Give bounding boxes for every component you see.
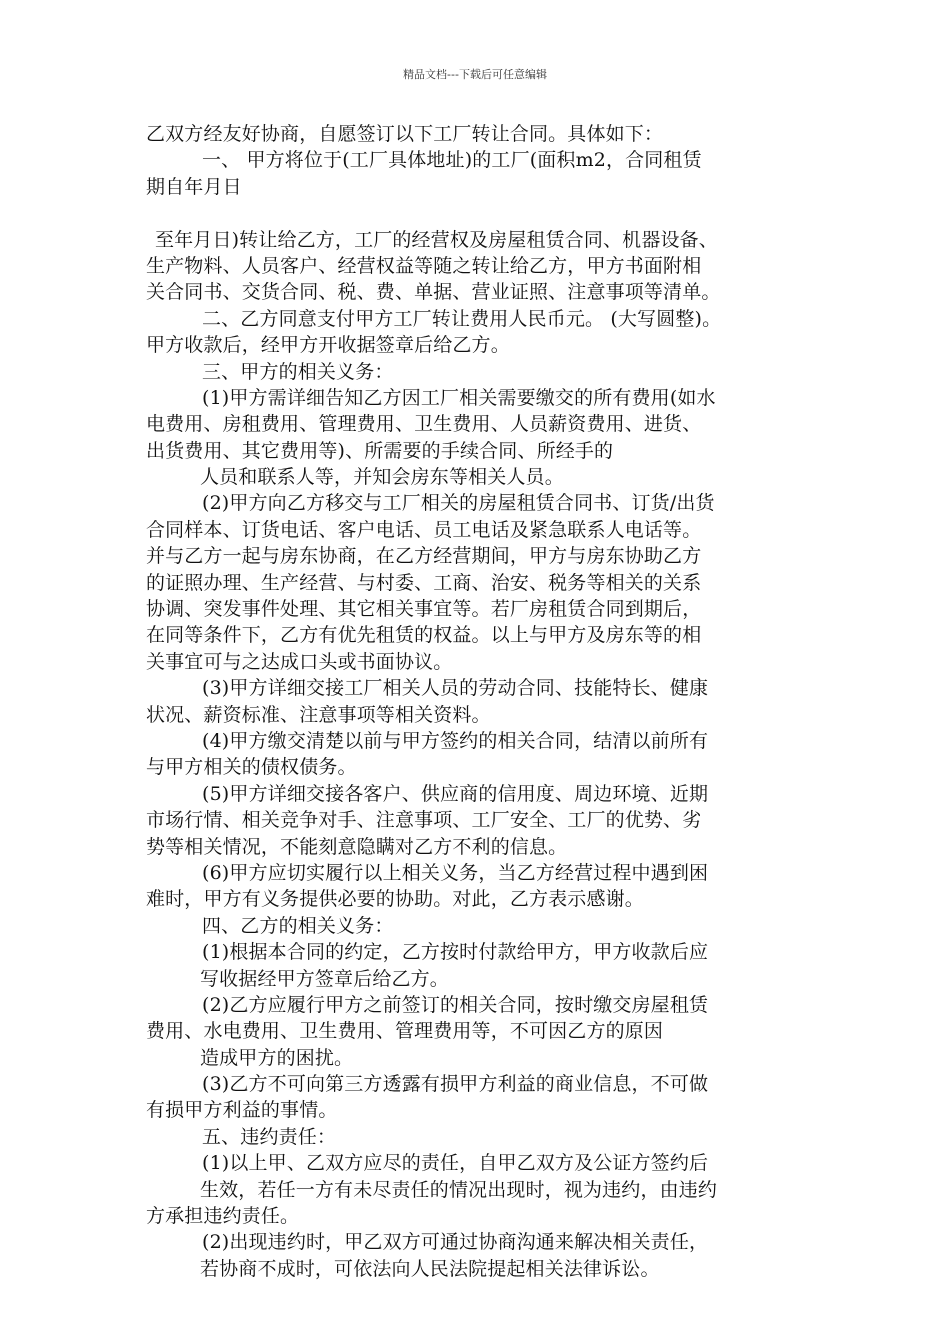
text-line: 合同样本、订货电话、客户电话、员工电话及紧急联系人电话等。 bbox=[146, 518, 702, 541]
item-line: (1)以上甲、乙双方应尽的责任，自甲乙双方及公证方签约后 bbox=[202, 1152, 709, 1175]
blank-line bbox=[146, 200, 818, 226]
text-line: 人员和联系人等，并知会房东等相关人员。 bbox=[200, 466, 564, 489]
item-line: (1)根据本合同的约定，乙方按时付款给甲方，甲方收款后应 bbox=[202, 941, 709, 964]
item-line: (3)乙方不可向第三方透露有损甲方利益的商业信息，不可做 bbox=[202, 1073, 709, 1096]
text-line: 费用、水电费用、卫生费用、管理费用等，不可因乙方的原因 bbox=[146, 1020, 664, 1043]
text-line: 甲方收款后，经甲方开收据签章后给乙方。 bbox=[146, 334, 510, 357]
text-line: 有损甲方利益的事情。 bbox=[146, 1099, 338, 1122]
clause-1-heading: 一、 甲方将位于(工厂具体地址)的工厂(面积m2，合同租赁 bbox=[202, 149, 702, 172]
text-line: 难时，甲方有义务提供必要的协助。对此，乙方表示感谢。 bbox=[146, 888, 644, 911]
text-line: 出货费用、其它费用等)、所需要的手续合同、所经手的 bbox=[146, 439, 614, 462]
contract-body bbox=[146, 121, 818, 1282]
text-line: 状况、薪资标准、注意事项等相关资料。 bbox=[146, 703, 491, 726]
text-line: 写收据经甲方签章后给乙方。 bbox=[200, 967, 449, 990]
text-line: 的证照办理、生产经营、与村委、工商、治安、税务等相关的关系 bbox=[146, 571, 702, 594]
text-line: 并与乙方一起与房东协商，在乙方经营期间，甲方与房东协助乙方 bbox=[146, 545, 702, 568]
text-line: 期自年月日 bbox=[146, 175, 242, 198]
section-4-heading: 四、乙方的相关义务： bbox=[202, 914, 394, 937]
page-header: 精品文档---下载后可任意编辑 bbox=[403, 68, 547, 81]
text-line: 与甲方相关的债权债务。 bbox=[146, 756, 357, 779]
text-line: 关合同书、交货合同、税、费、单据、营业证照、注意事项等清单。 bbox=[146, 281, 721, 304]
text-line: 协调、突发事件处理、其它相关事宜等。若厂房租赁合同到期后， bbox=[146, 598, 702, 621]
clause-2-heading: 二、乙方同意支付甲方工厂转让费用人民币元。 (大写圆整)。 bbox=[202, 307, 722, 330]
text-line: 势等相关情况，不能刻意隐瞒对乙方不利的信息。 bbox=[146, 835, 568, 858]
text-line: 电费用、房租费用、管理费用、卫生费用、人员薪资费用、进货、 bbox=[146, 413, 702, 436]
text-line: 至年月日)转让给乙方，工厂的经营权及房屋租赁合同、机器设备、 bbox=[155, 228, 718, 251]
text-line: 乙双方经友好协商，自愿签订以下工厂转让合同。具体如下： bbox=[146, 123, 664, 145]
item-line: (2)出现违约时，甲乙双方可通过协商沟通来解决相关责任， bbox=[202, 1231, 709, 1254]
text-line: 生产物料、人员客户、经营权益等随之转让给乙方，甲方书面附相 bbox=[146, 254, 702, 277]
item-line: (4)甲方缴交清楚以前与甲方签约的相关合同，结清以前所有 bbox=[202, 729, 709, 752]
text-line: 市场行情、相关竞争对手、注意事项、工厂安全、工厂的优势、劣 bbox=[146, 809, 702, 832]
text-line: 方承担违约责任。 bbox=[146, 1205, 300, 1228]
item-line: (2)甲方向乙方移交与工厂相关的房屋租赁合同书、订货/出货 bbox=[202, 492, 715, 515]
section-3-heading: 三、甲方的相关义务： bbox=[202, 360, 394, 383]
item-line: (3)甲方详细交接工厂相关人员的劳动合同、技能特长、健康 bbox=[202, 677, 709, 700]
item-line: (5)甲方详细交接各客户、供应商的信用度、周边环境、近期 bbox=[202, 782, 709, 805]
text-line: 在同等条件下，乙方有优先租赁的权益。以上与甲方及房东等的相 bbox=[146, 624, 702, 647]
item-line: (6)甲方应切实履行以上相关义务，当乙方经营过程中遇到困 bbox=[202, 861, 709, 884]
item-line: (2)乙方应履行甲方之前签订的相关合同，按时缴交房屋租赁 bbox=[202, 993, 709, 1016]
text-line: 关事宜可与之达成口头或书面协议。 bbox=[146, 650, 453, 673]
item-line: (1)甲方需详细告知乙方因工厂相关需要缴交的所有费用(如水 bbox=[202, 386, 716, 409]
section-5-heading: 五、违约责任： bbox=[202, 1125, 337, 1148]
text-line: 生效，若任一方有未尽责任的情况出现时，视为违约，由违约 bbox=[200, 1178, 718, 1201]
text-line: 若协商不成时，可依法向人民法院提起相关法律诉讼。 bbox=[200, 1257, 660, 1280]
text-line: 造成甲方的困扰。 bbox=[200, 1046, 354, 1069]
